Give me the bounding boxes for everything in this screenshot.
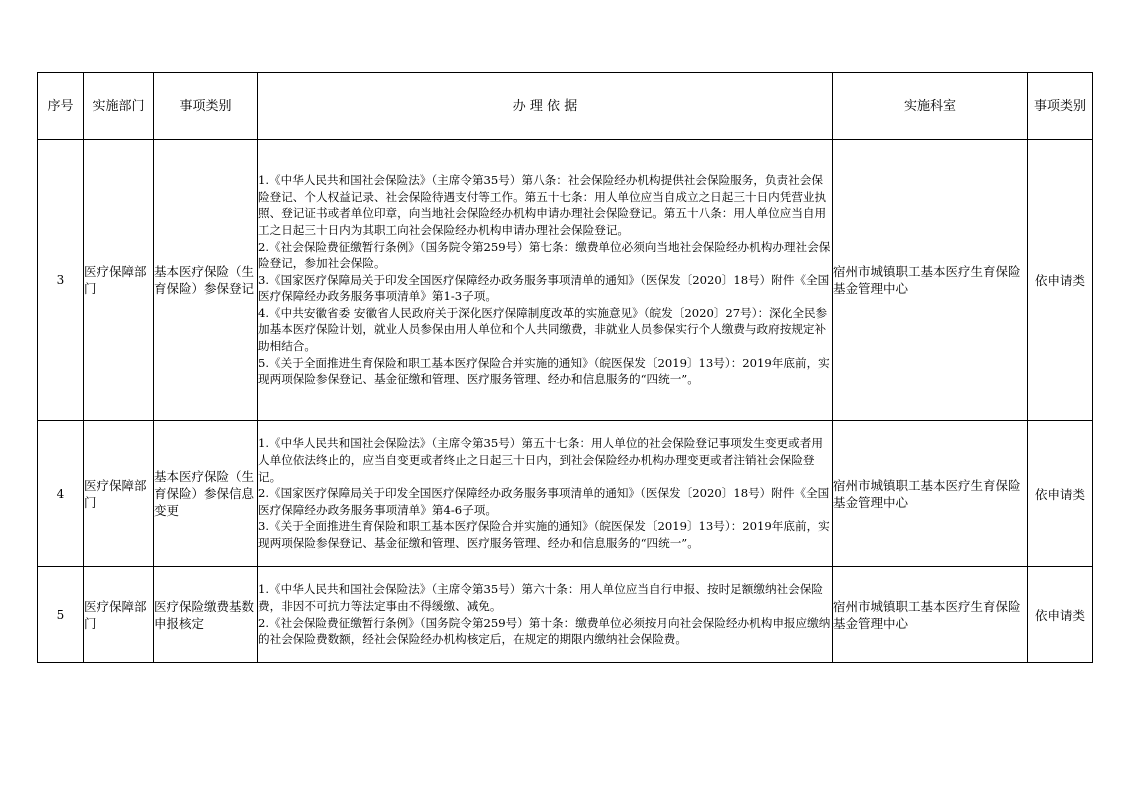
header-row <box>38 73 1093 140</box>
row-seq: 5 <box>38 567 84 663</box>
row-seq: 3 <box>38 140 84 421</box>
table-row <box>38 421 1093 567</box>
row-category: 依申请类 <box>1028 140 1093 421</box>
row-type: 医疗保险缴费基数申报核定 <box>154 567 258 663</box>
row-type: 基本医疗保险（生育保险）参保信息变更 <box>154 421 258 567</box>
row-basis <box>258 421 833 567</box>
service-items-table <box>37 72 1093 663</box>
basis-item: 1.《中华人民共和国社会保险法》（主席令第35号）第八条：社会保险经办机构提供社会保险服务，负责社会保险登记、个人权益记录、社会保险待遇支付等工作。第五十七条：用人单位应当自成立之日起三十日内凭营业执照、登记证书或者单位印章，向当地社会保险经办机构申请办理社会保险登记。第五十八条：用人单位应当自用工之日起三十日内为其职工向社会保险经办机构申请办理社会保险登记。 <box>258 173 827 237</box>
row-category: 依申请类 <box>1028 421 1093 567</box>
basis-item: 3.《国家医疗保障局关于印发全国医疗保障经办政务服务事项清单的通知》（医保发〔2020〕18号）附件《全国医疗保障经办政务服务事项清单》第1-3子项。 <box>258 272 830 304</box>
basis-item: 3.《关于全面推进生育保险和职工基本医疗保险合并实施的通知》（皖医保发〔2019〕13号）：2019年底前，实现两项保险参保登记、基金征缴和管理、医疗服务管理、经办和信息服务的“四统一”。 <box>258 519 830 550</box>
basis-item: 2.《社会保险费征缴暂行条例》（国务院令第259号）第十条：缴费单位必须按月向社会保险经办机构申报应缴纳的社会保险费数额，经社会保险经办机构核定后，在规定的期限内缴纳社会保险费。 <box>258 615 831 647</box>
header-seq: 序号 <box>38 73 84 140</box>
row-basis <box>258 140 833 421</box>
row-dept: 医疗保障部门 <box>84 140 154 421</box>
row-dept: 医疗保障部门 <box>84 421 154 567</box>
row-dept: 医疗保障部门 <box>84 567 154 663</box>
row-office: 宿州市城镇职工基本医疗生育保险基金管理中心 <box>833 140 1028 421</box>
basis-item: 4.《中共安徽省委 安徽省人民政府关于深化医疗保障制度改革的实施意见》（皖发〔2020〕27号）：深化全民参加基本医疗保险计划，就业人员参保由用人单位和个人共同缴费，非就业人员参保实行个人缴费与政府按规定补助相结合。 <box>258 305 828 354</box>
header-category: 事项类别 <box>1028 73 1093 140</box>
table-row <box>38 140 1093 421</box>
header-dept: 实施部门 <box>84 73 154 140</box>
header-office: 实施科室 <box>833 73 1028 140</box>
row-type: 基本医疗保险（生育保险）参保登记 <box>154 140 258 421</box>
row-seq: 4 <box>38 421 84 567</box>
row-office: 宿州市城镇职工基本医疗生育保险基金管理中心 <box>833 421 1028 567</box>
row-office: 宿州市城镇职工基本医疗生育保险基金管理中心 <box>833 567 1028 663</box>
table-row <box>38 567 1093 663</box>
basis-item: 2.《社会保险费征缴暂行条例》（国务院令第259号）第七条：缴费单位必须向当地社会保险经办机构办理社会保险登记，参加社会保险。 <box>258 239 831 271</box>
header-basis: 办 理 依 据 <box>258 73 833 140</box>
header-type: 事项类别 <box>154 73 258 140</box>
basis-item: 1.《中华人民共和国社会保险法》（主席令第35号）第五十七条：用人单位的社会保险登记事项发生变更或者用人单位依法终止的，应当自变更或者终止之日起三十日内，到社会保险经办机构办理变更或者注销社会保险登记。 <box>258 436 823 484</box>
basis-item: 2.《国家医疗保障局关于印发全国医疗保障经办政务服务事项清单的通知》（医保发〔2020〕18号）附件《全国医疗保障经办政务服务事项清单》第4-6子项。 <box>258 486 830 517</box>
basis-item: 1.《中华人民共和国社会保险法》（主席令第35号）第六十条：用人单位应当自行申报、按时足额缴纳社会保险费，非因不可抗力等法定事由不得缓缴、减免。 <box>258 582 823 613</box>
row-category: 依申请类 <box>1028 567 1093 663</box>
basis-item: 5.《关于全面推进生育保险和职工基本医疗保险合并实施的通知》（皖医保发〔2019〕13号）：2019年底前，实现两项保险参保登记、基金征缴和管理、医疗服务管理、经办和信息服务的“四统一”。 <box>258 355 830 387</box>
row-basis <box>258 567 833 663</box>
